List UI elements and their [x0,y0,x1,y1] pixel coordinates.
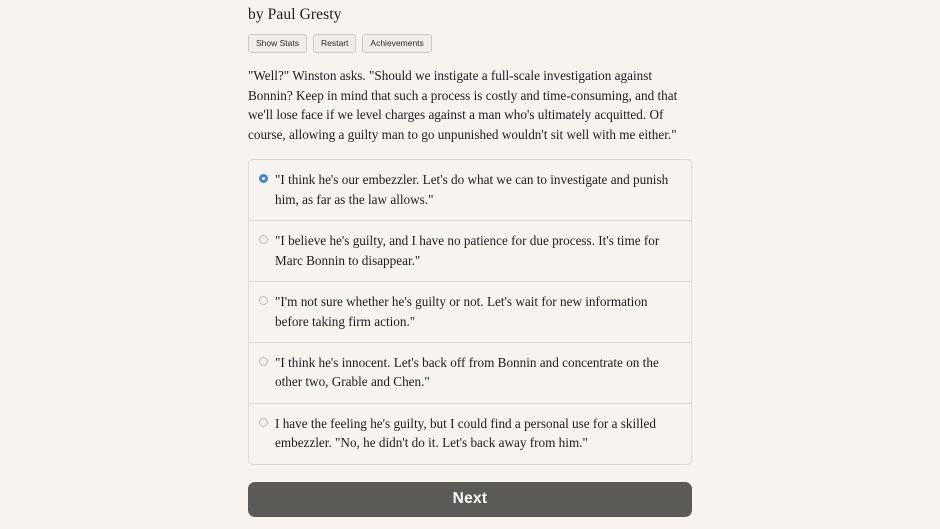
choice-label-1: "I think he's our embezzler. Let's do what we can to investigate and punish him, as far as the law allows." [275,172,669,207]
game-page [248,0,692,517]
choice-label-4: "I think he's innocent. Let's back off from Bonnin and concentrate on the other two, Grable and Chen." [275,354,659,390]
radio-icon-2[interactable] [259,235,268,244]
choice-option-3[interactable] [249,281,691,342]
story-paragraph: "Well?" Winston asks. "Should we instigate a full-scale investigation against Bonnin? Keep in mind that such a process is costly and time-consuming, and that we'll lose face if we level charges against a man who's ultimately acquitted. Of course, allowing a guilty man to go unpunished wouldn't sit well with me either." [248,68,678,142]
choice-option-5[interactable] [249,403,691,464]
radio-icon-1[interactable] [259,174,268,183]
choice-list [248,159,692,464]
choice-label-2: "I believe he's guilty, and I have no patience for due process. It's time for Marc Bonnin to disappear." [275,233,660,268]
choice-label-5: I have the feeling he's guilty, but I could find a personal use for a skilled embezzler. "No, he didn't do it. Let's back away from him." [275,415,656,451]
radio-icon-3[interactable] [259,296,268,305]
choice-option-2[interactable] [249,220,691,281]
choice-option-1[interactable] [249,160,691,220]
next-button[interactable]: Next [248,482,692,517]
radio-icon-5[interactable] [259,418,268,427]
show-stats-button[interactable]: Show Stats [248,34,307,54]
choice-option-4[interactable] [249,342,691,403]
restart-button[interactable]: Restart [313,34,356,54]
choice-label-3: "I'm not sure whether he's guilty or not. Let's wait for new information before taking firm action." [275,294,648,329]
toolbar [248,34,692,54]
radio-icon-4[interactable] [259,357,268,366]
byline: by Paul Gresty [248,6,342,23]
achievements-button[interactable]: Achievements [362,34,431,54]
